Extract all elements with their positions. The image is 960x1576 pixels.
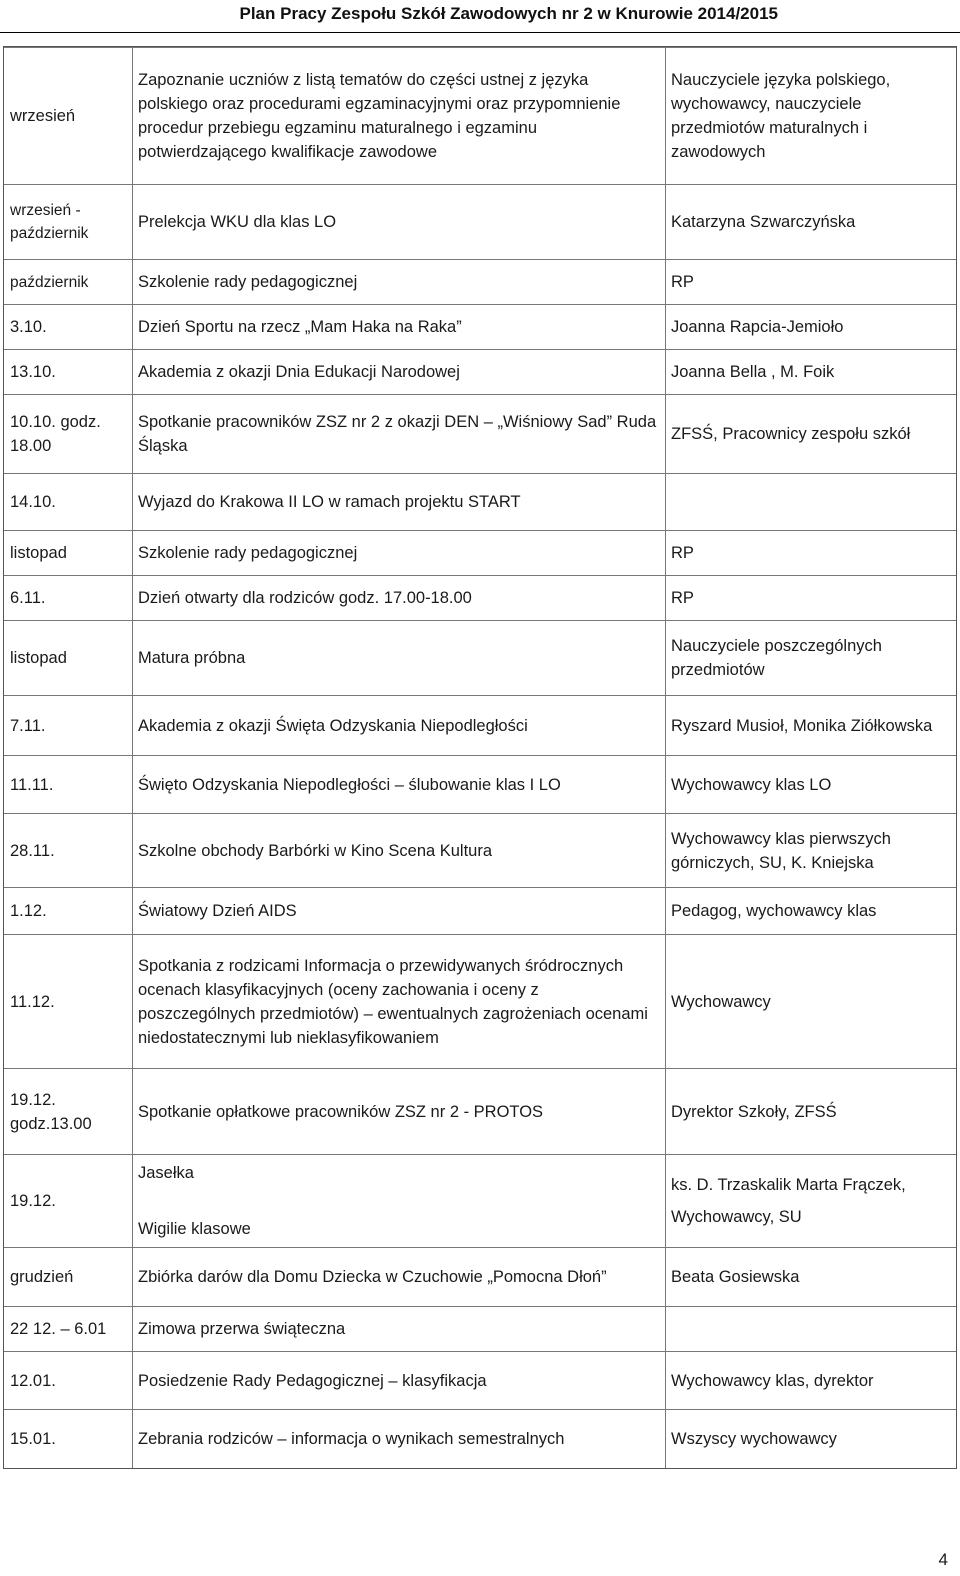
date-cell: listopad (10, 544, 67, 562)
table-row (4, 620, 956, 695)
event-cell: Szkolenie rady pedagogicznej (138, 544, 358, 562)
date-cell: październik (10, 273, 89, 291)
date-cell: 6.11. (10, 589, 46, 607)
table-row (4, 349, 956, 394)
event-cell: Prelekcja WKU dla klas LO (138, 213, 337, 231)
date-cell: wrzesień (10, 107, 76, 125)
table-row (4, 1351, 956, 1409)
page-header (0, 0, 960, 33)
responsible-item: ks. D. Trzaskalik Marta Frączek, (671, 1176, 906, 1194)
event-cell: Dzień Sportu na rzecz „Mam Haka na Raka” (138, 318, 462, 336)
responsible-cell: Ryszard Musioł, Monika Ziółkowska (671, 716, 933, 735)
responsible-cell: Pedagog, wychowawcy klas (671, 902, 877, 920)
responsible-cell: RP (671, 544, 694, 562)
responsible-cell (665, 1327, 956, 1331)
table-row (4, 259, 956, 304)
event-cell: Dzień otwarty dla rodziców godz. 17.00-18.00 (138, 589, 472, 607)
table-row (4, 473, 956, 530)
table-row (4, 1068, 956, 1154)
event-cell: Zapoznanie uczniów z listą tematów do części ustnej z języka polskiego oraz procedurami egzaminacyjnymi oraz przypomnienie procedur przebiegu egzaminu maturalnego i egzaminu potwierdzającego kwalifikacje zawodowe (138, 71, 621, 161)
table-row (4, 184, 956, 259)
event-cell: Zbiórka darów dla Domu Dziecka w Czuchowie „Pomocna Dłoń” (138, 1268, 607, 1286)
event-cell: Spotkanie opłatkowe pracowników ZSZ nr 2 - PROTOS (138, 1102, 544, 1121)
responsible-cell: Wszyscy wychowawcy (671, 1430, 837, 1448)
responsible-cell: RP (671, 273, 694, 291)
event-cell: Zebrania rodziców – informacja o wynikach semestralnych (138, 1430, 565, 1448)
date-cell: 3.10. (10, 318, 47, 336)
date-cell: 28.11. (10, 841, 55, 860)
event-cell: Matura próbna (138, 649, 246, 667)
event-cell: Akademia z okazji Dnia Edukacji Narodowej (138, 363, 460, 381)
table-row (4, 530, 956, 575)
responsible-cell: ZFSŚ, Pracownicy zespołu szkół (671, 425, 911, 443)
table-row (4, 47, 956, 184)
schedule-table (3, 46, 957, 1469)
table-row (4, 1154, 956, 1247)
page-title: Plan Pracy Zespołu Szkół Zawodowych nr 2 w Knurowie 2014/2015 (239, 4, 778, 23)
responsible-cell (665, 500, 956, 504)
responsible-cell: Dyrektor Szkoły, ZFSŚ (671, 1102, 837, 1121)
responsible-cell: Beata Gosiewska (671, 1268, 800, 1286)
event-cell: Zimowa przerwa świąteczna (138, 1320, 346, 1338)
responsible-cell: Nauczyciele języka polskiego, wychowawcy, nauczyciele przedmiotów maturalnych i zawodowych (671, 71, 891, 161)
table-row (4, 695, 956, 755)
page-number: 4 (938, 1550, 948, 1569)
table-row (4, 304, 956, 349)
table-row (4, 887, 956, 934)
responsible-cell: Katarzyna Szwarczyńska (671, 213, 856, 231)
date-cell: listopad (10, 649, 67, 667)
event-cell: Spotkanie pracowników ZSZ nr 2 z okazji DEN – „Wiśniowy Sad” Ruda Śląska (138, 413, 657, 455)
responsible-cell: Joanna Rapcia-Jemioło (671, 318, 844, 336)
date-cell: 19.12. (10, 1192, 56, 1210)
responsible-cell: RP (671, 589, 694, 607)
event-cell: Święto Odzyskania Niepodległości – ślubowanie klas I LO (138, 775, 561, 794)
event-cell: Szkolenie rady pedagogicznej (138, 273, 358, 291)
date-cell: 15.01. (10, 1430, 56, 1448)
date-cell: 10.10. godz. 18.00 (10, 413, 101, 455)
event-cell: Akademia z okazji Święta Odzyskania Niepodległości (138, 716, 528, 735)
table-row (4, 1247, 956, 1306)
event-cell: Światowy Dzień AIDS (138, 902, 297, 920)
table-row (4, 575, 956, 620)
date-cell: 12.01. (10, 1371, 56, 1390)
date-cell: 14.10. (10, 493, 56, 511)
event-item: Wigilie klasowe (138, 1220, 251, 1238)
responsible-cell: Joanna Bella , M. Foik (671, 363, 835, 381)
table-row (4, 1409, 956, 1468)
event-cell: Szkolne obchody Barbórki w Kino Scena Kultura (138, 841, 493, 860)
date-cell: 11.12. (10, 992, 55, 1011)
responsible-cell: Nauczyciele poszczególnych przedmiotów (671, 637, 882, 679)
responsible-cell: Wychowawcy klas LO (671, 775, 832, 794)
date-cell: 22 12. – 6.01 (10, 1320, 107, 1338)
date-cell: 19.12. godz.13.00 (10, 1090, 92, 1133)
event-cell (132, 1159, 665, 1243)
date-cell: wrzesień - październik (10, 202, 89, 242)
event-cell: Wyjazd do Krakowa II LO w ramach projektu START (138, 493, 521, 511)
responsible-cell: Wychowawcy klas pierwszych górniczych, SU, K. Kniejska (671, 829, 891, 872)
table-row (4, 394, 956, 473)
date-cell: 13.10. (10, 363, 56, 381)
responsible-cell: Wychowawcy (671, 992, 771, 1011)
event-cell: Posiedzenie Rady Pedagogicznej – klasyfikacja (138, 1371, 487, 1390)
date-cell: 1.12. (10, 902, 47, 920)
date-cell: 11.11. (10, 775, 54, 794)
date-cell: grudzień (10, 1268, 74, 1286)
responsible-cell: Wychowawcy klas, dyrektor (671, 1371, 874, 1390)
event-item: Jasełka (138, 1164, 194, 1182)
event-cell: Spotkania z rodzicami Informacja o przewidywanych śródrocznych ocenach klasyfikacyjnych (oceny zachowania i oceny z poszczególnych przedmiotów) – ewentualnych zagrożeniach ocenami niedostatecznymi lub nieklasyfikowaniem (138, 956, 648, 1047)
table-row (4, 813, 956, 887)
responsible-item: Wychowawcy, SU (671, 1208, 802, 1226)
table-row (4, 755, 956, 813)
date-cell: 7.11. (10, 716, 46, 735)
table-row (4, 1306, 956, 1351)
table-row (4, 934, 956, 1068)
responsible-cell (665, 1171, 956, 1231)
